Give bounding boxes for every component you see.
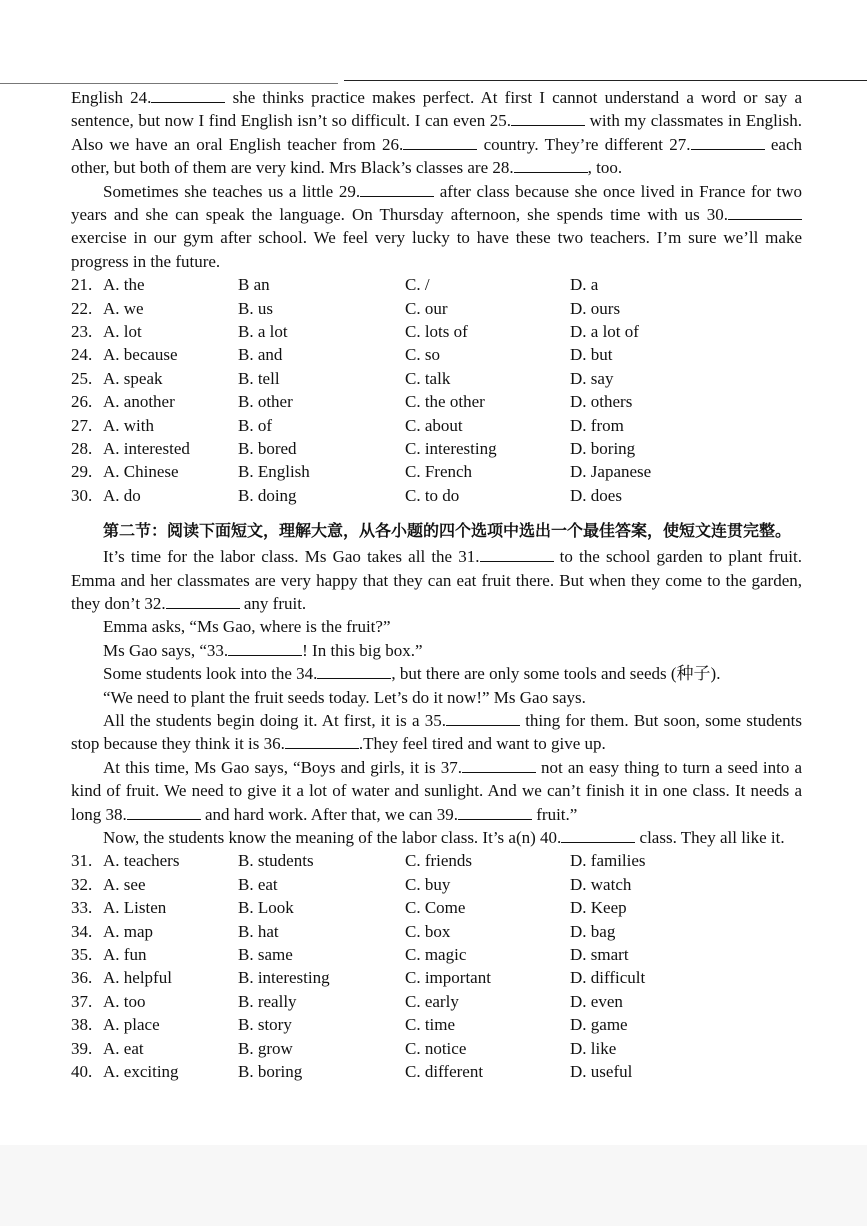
- option-row: [71, 1013, 802, 1036]
- question-number: 35.: [71, 945, 93, 964]
- passage2-paragraph: [71, 662, 802, 685]
- option-b: B. interesting: [238, 968, 330, 988]
- paragraph-text: All the students begin doing it. At first, it is a 35.: [103, 711, 446, 730]
- answer-blank: [561, 827, 635, 843]
- option-row: [71, 990, 802, 1013]
- paragraph-text: “We need to plant the fruit seeds today. Let’s do it now!” Ms Gao says.: [103, 687, 586, 707]
- passage1-paragraph: [71, 86, 802, 180]
- question-number: 27.: [71, 415, 93, 435]
- option-row: [71, 297, 802, 320]
- option-d: D. Japanese: [570, 462, 652, 482]
- option-d: D. smart: [570, 945, 629, 964]
- question-number: 26.: [71, 392, 93, 412]
- option-b: B. English: [238, 462, 310, 482]
- option-d: D. does: [570, 485, 622, 505]
- question-number: 34.: [71, 921, 93, 941]
- question-number: 25.: [71, 368, 93, 388]
- paragraph-text: she thinks practice makes perfect. At first I cannot understand a word or say a sentence, but now I find English isn’t so difficult. I can even 25.: [71, 88, 802, 131]
- option-c: C. friends: [405, 851, 473, 871]
- question-number: 28.: [71, 438, 93, 458]
- option-a: A. place: [103, 1015, 160, 1035]
- passage2-paragraph: [71, 686, 802, 709]
- option-b: B. us: [238, 298, 273, 318]
- option-row: [71, 873, 802, 896]
- answer-blank: [166, 593, 240, 609]
- option-b: B. hat: [238, 921, 279, 941]
- option-b: B. boring: [238, 1061, 303, 1081]
- option-d: D. families: [570, 851, 646, 871]
- option-a: A. with: [103, 415, 154, 435]
- option-b: B. doing: [238, 485, 297, 505]
- question-number: 39.: [71, 1038, 93, 1058]
- answer-blank: [691, 134, 765, 150]
- option-row: [71, 343, 802, 366]
- question-number: 37.: [71, 991, 93, 1011]
- passage2-paragraph: [71, 826, 802, 849]
- option-d: D. watch: [570, 874, 632, 894]
- option-a: A. do: [103, 485, 141, 505]
- option-a: A. helpful: [103, 968, 172, 988]
- paragraph-text: to the school garden to plant fruit. Emma and her classmates are very happy that they can eat fruit there. But when they come to the garden, they don’t 32.: [71, 547, 802, 613]
- option-c: C. French: [405, 462, 473, 482]
- paragraph-text: Sometimes she teaches us a little 29.: [103, 181, 361, 201]
- option-a: A. another: [103, 392, 175, 412]
- option-row: [71, 966, 802, 989]
- option-row: [71, 920, 802, 943]
- option-c: C. lots of: [405, 322, 468, 342]
- paragraph-text: class. They all like it.: [635, 828, 785, 848]
- question-number: 29.: [71, 462, 93, 482]
- option-b: B. and: [238, 345, 283, 365]
- paragraph-text: Some students look into the 34.: [103, 664, 318, 684]
- paragraph-text: , but there are only some tools and seeds (种子).: [391, 664, 721, 684]
- option-d: D. game: [570, 1015, 628, 1035]
- question-number: 22.: [71, 298, 93, 318]
- paragraph-text: each other, but both of them are very kind. Mrs Black’s classes are 28.: [71, 134, 803, 178]
- option-row: [71, 943, 802, 966]
- option-a: A. see: [103, 874, 146, 894]
- option-c: C. to do: [405, 485, 460, 505]
- option-d: D. a lot of: [570, 322, 639, 342]
- question-number: 23.: [71, 322, 93, 342]
- option-c: C. talk: [405, 368, 451, 388]
- option-b: B. grow: [238, 1038, 293, 1058]
- option-d: D. ours: [570, 298, 621, 318]
- option-d: D. from: [570, 415, 624, 435]
- option-c: C. magic: [405, 945, 467, 964]
- answer-blank: [511, 110, 585, 126]
- answer-blank: [446, 710, 520, 726]
- option-a: A. lot: [103, 322, 142, 342]
- option-b: B. other: [238, 392, 293, 412]
- option-a: A. teachers: [103, 851, 180, 871]
- option-a: A. interested: [103, 438, 190, 458]
- option-d: D. but: [570, 345, 613, 365]
- option-a: A. fun: [103, 945, 147, 964]
- option-a: A. because: [103, 345, 178, 365]
- option-b: B. bored: [238, 438, 297, 458]
- option-a: A. the: [103, 275, 145, 295]
- option-c: C. /: [405, 275, 430, 295]
- options-list-31-40: [71, 849, 802, 1083]
- option-a: A. Chinese: [103, 462, 179, 482]
- section2-heading: 第二节：阅读下面短文，理解大意，从各小题的四个选项中选出一个最佳答案，使短文连贯完整。: [103, 521, 792, 541]
- option-a: A. exciting: [103, 1061, 179, 1081]
- option-b: B. same: [238, 945, 293, 964]
- header-rule-left: [0, 83, 338, 84]
- option-c: C. important: [405, 968, 491, 988]
- option-b: B. story: [238, 1015, 292, 1035]
- option-row: [71, 460, 802, 483]
- option-c: C. so: [405, 345, 440, 365]
- option-b: B. of: [238, 415, 272, 435]
- option-c: C. early: [405, 991, 459, 1011]
- option-c: C. different: [405, 1061, 484, 1081]
- question-number: 30.: [71, 485, 93, 505]
- paragraph-text: ! In this big box.”: [302, 640, 423, 660]
- answer-blank: [458, 804, 532, 820]
- option-c: C. notice: [405, 1038, 467, 1058]
- option-row: [71, 484, 802, 507]
- answer-blank: [285, 733, 359, 749]
- answer-blank: [228, 640, 302, 656]
- option-row: [71, 437, 802, 460]
- page-footer-band: [0, 1145, 867, 1226]
- answer-blank: [151, 87, 225, 103]
- paragraph-text: thing for them. But soon, some students stop because they think it is 36.: [71, 711, 802, 754]
- option-b: B. a lot: [238, 322, 288, 342]
- option-c: C. our: [405, 298, 448, 318]
- option-d: D. difficult: [570, 968, 646, 988]
- option-d: D. even: [570, 991, 623, 1011]
- option-d: D. others: [570, 392, 633, 412]
- question-number: 24.: [71, 345, 93, 365]
- answer-blank: [360, 181, 434, 197]
- answer-blank: [728, 204, 802, 220]
- option-d: D. a: [570, 275, 599, 295]
- option-row: [71, 367, 802, 390]
- passage2-paragraph: [71, 615, 802, 638]
- option-b: B. tell: [238, 368, 280, 388]
- option-row: [71, 414, 802, 437]
- option-row: [71, 896, 802, 919]
- passage1-paragraph: [71, 180, 802, 274]
- option-a: A. we: [103, 298, 144, 318]
- option-row: [71, 390, 802, 413]
- paragraph-text: Now, the students know the meaning of the labor class. It’s a(n) 40.: [103, 828, 562, 848]
- option-c: C. about: [405, 415, 463, 435]
- paragraph-text: after class because she once lived in France for two years and she can speak the language. On Thursday afternoon, she spends time with us 30.: [71, 181, 802, 225]
- paragraph-text: with my classmates in English. Also we have an oral English teacher from 26.: [71, 111, 802, 154]
- options-list-21-30: [71, 273, 802, 507]
- paragraph-text: English 24.: [71, 88, 152, 107]
- option-c: C. time: [405, 1015, 456, 1035]
- passage2-paragraph: [71, 545, 802, 615]
- option-b: B. Look: [238, 898, 294, 918]
- paragraph-text: .They feel tired and want to give up.: [358, 734, 606, 754]
- answer-blank: [514, 157, 588, 173]
- paragraph-text: It’s time for the labor class. Ms Gao takes all the 31.: [103, 547, 480, 567]
- option-d: D. say: [570, 368, 614, 388]
- question-number: 36.: [71, 968, 93, 988]
- question-number: 21.: [71, 275, 93, 295]
- option-row: [71, 1037, 802, 1060]
- paragraph-text: fruit.”: [532, 804, 578, 824]
- passage2-paragraph: [71, 709, 802, 756]
- exam-page: [71, 86, 802, 1083]
- option-b: B. really: [238, 991, 297, 1011]
- question-number: 31.: [71, 851, 93, 871]
- option-c: C. buy: [405, 874, 451, 894]
- paragraph-text: any fruit.: [239, 593, 307, 613]
- option-d: D. useful: [570, 1061, 633, 1081]
- option-b: B. students: [238, 851, 314, 871]
- option-a: A. eat: [103, 1038, 144, 1058]
- option-d: D. bag: [570, 921, 616, 941]
- option-b: B an: [238, 275, 270, 295]
- paragraph-text: , too.: [587, 158, 623, 178]
- option-c: C. Come: [405, 898, 466, 918]
- option-row: [71, 1060, 802, 1083]
- option-d: D. like: [570, 1038, 617, 1058]
- option-row: [71, 849, 802, 872]
- answer-blank: [317, 663, 391, 679]
- option-d: D. Keep: [570, 898, 627, 918]
- option-a: A. Listen: [103, 898, 167, 918]
- option-a: A. map: [103, 921, 154, 941]
- option-c: C. the other: [405, 392, 485, 412]
- question-number: 33.: [71, 898, 93, 918]
- option-a: A. too: [103, 991, 146, 1011]
- paragraph-text: At this time, Ms Gao says, “Boys and girls, it is 37.: [103, 757, 462, 777]
- question-number: 38.: [71, 1015, 93, 1035]
- paragraph-text: and hard work. After that, we can 39.: [200, 804, 459, 824]
- paragraph-text: Ms Gao says, “33.: [103, 640, 229, 660]
- paragraph-text: country. They’re different 27.: [477, 134, 691, 154]
- passage2-paragraph: [71, 756, 802, 826]
- paragraph-text: not an easy thing to turn a seed into a kind of fruit. We need to give it a lot of water and sunlight. And we can’t finish it in one class. It needs a long 38.: [71, 757, 802, 824]
- option-b: B. eat: [238, 874, 278, 894]
- option-row: [71, 320, 802, 343]
- answer-blank: [462, 757, 536, 773]
- option-a: A. speak: [103, 368, 163, 388]
- option-d: D. boring: [570, 438, 636, 458]
- passage2-paragraph: [71, 639, 802, 662]
- option-c: C. interesting: [405, 438, 497, 458]
- option-c: C. box: [405, 921, 451, 941]
- header-rule-right: [344, 80, 867, 81]
- question-number: 32.: [71, 874, 93, 894]
- option-row: [71, 273, 802, 296]
- answer-blank: [480, 546, 554, 562]
- paragraph-text: exercise in our gym after school. We feel very lucky to have these two teachers. I’m sure we’ll make progress in the future.: [71, 228, 802, 271]
- question-number: 40.: [71, 1061, 93, 1081]
- answer-blank: [127, 804, 201, 820]
- paragraph-text: Emma asks, “Ms Gao, where is the fruit?”: [103, 617, 391, 637]
- answer-blank: [403, 134, 477, 150]
